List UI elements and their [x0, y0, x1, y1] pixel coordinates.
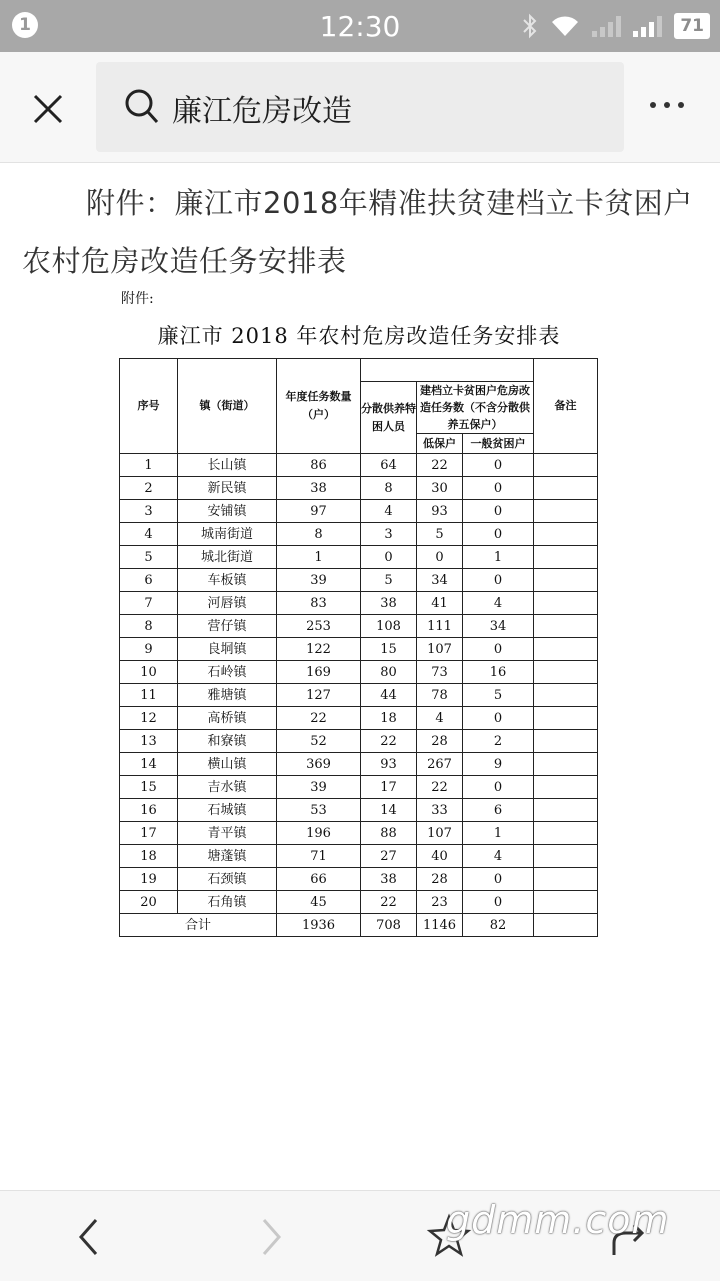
row-no: 16	[120, 799, 178, 822]
row-low-income: 22	[417, 454, 463, 477]
row-no: 12	[120, 707, 178, 730]
row-scattered: 64	[361, 454, 417, 477]
table-row	[120, 523, 598, 546]
total-label: 合计	[120, 914, 277, 937]
row-low-income: 33	[417, 799, 463, 822]
row-ordinary-poor: 5	[463, 684, 534, 707]
row-ordinary-poor: 1	[463, 822, 534, 845]
row-annual: 8	[277, 523, 361, 546]
row-town: 良垌镇	[178, 638, 277, 661]
row-no: 9	[120, 638, 178, 661]
header-ordinary-poor: 一般贫困户	[463, 434, 534, 454]
search-input[interactable]	[96, 62, 624, 152]
row-no: 18	[120, 845, 178, 868]
row-no: 8	[120, 615, 178, 638]
row-scattered: 14	[361, 799, 417, 822]
row-no: 10	[120, 661, 178, 684]
task-table	[119, 358, 598, 937]
row-scattered: 22	[361, 730, 417, 753]
row-scattered: 22	[361, 891, 417, 914]
row-scattered: 38	[361, 868, 417, 891]
row-ordinary-poor: 4	[463, 592, 534, 615]
header-no: 序号	[120, 359, 178, 454]
row-annual: 369	[277, 753, 361, 776]
row-town: 河唇镇	[178, 592, 277, 615]
header-scattered: 分散供养特困人员	[361, 382, 417, 454]
row-annual: 86	[277, 454, 361, 477]
row-no: 7	[120, 592, 178, 615]
row-town: 石岭镇	[178, 661, 277, 684]
row-low-income: 40	[417, 845, 463, 868]
table-row	[120, 684, 598, 707]
table-row	[120, 891, 598, 914]
article-heading: 附件：廉江市2018年精准扶贫建档立卡贫困户农村危房改造任务安排表	[22, 186, 693, 278]
total-remarks	[534, 914, 598, 937]
row-remarks	[534, 799, 598, 822]
row-annual: 253	[277, 615, 361, 638]
row-annual: 71	[277, 845, 361, 868]
search-icon	[124, 88, 160, 126]
row-low-income: 107	[417, 822, 463, 845]
row-town: 和寮镇	[178, 730, 277, 753]
row-ordinary-poor: 2	[463, 730, 534, 753]
row-remarks	[534, 707, 598, 730]
row-ordinary-poor: 9	[463, 753, 534, 776]
table-row	[120, 454, 598, 477]
row-annual: 38	[277, 477, 361, 500]
row-low-income: 41	[417, 592, 463, 615]
row-scattered: 108	[361, 615, 417, 638]
table-row	[120, 661, 598, 684]
total-row	[120, 914, 598, 937]
row-town: 青平镇	[178, 822, 277, 845]
row-annual: 66	[277, 868, 361, 891]
row-low-income: 28	[417, 868, 463, 891]
back-icon[interactable]	[76, 1217, 102, 1257]
row-scattered: 18	[361, 707, 417, 730]
battery-icon: 71	[674, 13, 710, 39]
row-ordinary-poor: 4	[463, 845, 534, 868]
row-remarks	[534, 454, 598, 477]
row-remarks	[534, 477, 598, 500]
total-scattered: 708	[361, 914, 417, 937]
signal-icon-2	[633, 15, 662, 37]
table-row	[120, 799, 598, 822]
row-no: 20	[120, 891, 178, 914]
row-remarks	[534, 615, 598, 638]
table-row	[120, 546, 598, 569]
row-scattered: 17	[361, 776, 417, 799]
table-row	[120, 615, 598, 638]
row-ordinary-poor: 0	[463, 868, 534, 891]
row-low-income: 107	[417, 638, 463, 661]
row-low-income: 93	[417, 500, 463, 523]
forward-icon	[258, 1217, 284, 1257]
header-annual: 年度任务数量（户）	[277, 359, 361, 454]
row-annual: 127	[277, 684, 361, 707]
row-town: 石颈镇	[178, 868, 277, 891]
annex-label: 附件:	[121, 291, 154, 307]
table-row	[120, 477, 598, 500]
row-remarks	[534, 500, 598, 523]
row-scattered: 5	[361, 569, 417, 592]
row-ordinary-poor: 6	[463, 799, 534, 822]
more-icon[interactable]	[650, 102, 684, 108]
row-remarks	[534, 891, 598, 914]
row-annual: 45	[277, 891, 361, 914]
row-no: 6	[120, 569, 178, 592]
row-scattered: 27	[361, 845, 417, 868]
row-annual: 196	[277, 822, 361, 845]
row-ordinary-poor: 0	[463, 891, 534, 914]
row-scattered: 88	[361, 822, 417, 845]
watermark: gdmm.com	[446, 1198, 670, 1242]
row-scattered: 80	[361, 661, 417, 684]
row-remarks	[534, 776, 598, 799]
row-remarks	[534, 523, 598, 546]
row-no: 1	[120, 454, 178, 477]
row-low-income: 23	[417, 891, 463, 914]
header-low-income: 低保户	[417, 434, 463, 454]
row-no: 15	[120, 776, 178, 799]
row-annual: 122	[277, 638, 361, 661]
table-row	[120, 753, 598, 776]
row-no: 14	[120, 753, 178, 776]
row-scattered: 4	[361, 500, 417, 523]
row-no: 17	[120, 822, 178, 845]
table-row	[120, 730, 598, 753]
row-low-income: 22	[417, 776, 463, 799]
row-town: 新民镇	[178, 477, 277, 500]
row-remarks	[534, 638, 598, 661]
row-remarks	[534, 661, 598, 684]
row-ordinary-poor: 0	[463, 776, 534, 799]
total-annual: 1936	[277, 914, 361, 937]
table-row	[120, 638, 598, 661]
search-text: 廉江危房改造	[172, 94, 352, 129]
row-town: 雅塘镇	[178, 684, 277, 707]
row-low-income: 78	[417, 684, 463, 707]
row-low-income: 5	[417, 523, 463, 546]
row-no: 4	[120, 523, 178, 546]
status-time: 12:30	[319, 10, 401, 43]
row-town: 塘蓬镇	[178, 845, 277, 868]
signal-icon-1	[592, 15, 621, 37]
row-low-income: 267	[417, 753, 463, 776]
row-scattered: 93	[361, 753, 417, 776]
status-bar	[0, 0, 720, 52]
row-remarks	[534, 845, 598, 868]
document-image	[119, 282, 599, 984]
row-ordinary-poor: 0	[463, 477, 534, 500]
row-scattered: 44	[361, 684, 417, 707]
row-low-income: 111	[417, 615, 463, 638]
row-town: 城北街道	[178, 546, 277, 569]
row-town: 车板镇	[178, 569, 277, 592]
row-scattered: 8	[361, 477, 417, 500]
row-ordinary-poor: 1	[463, 546, 534, 569]
table-row	[120, 500, 598, 523]
row-scattered: 38	[361, 592, 417, 615]
row-annual: 52	[277, 730, 361, 753]
row-ordinary-poor: 0	[463, 707, 534, 730]
row-ordinary-poor: 16	[463, 661, 534, 684]
row-town: 石城镇	[178, 799, 277, 822]
row-town: 石角镇	[178, 891, 277, 914]
row-remarks	[534, 592, 598, 615]
row-scattered: 15	[361, 638, 417, 661]
row-town: 横山镇	[178, 753, 277, 776]
row-no: 2	[120, 477, 178, 500]
row-annual: 39	[277, 569, 361, 592]
row-scattered: 3	[361, 523, 417, 546]
row-no: 13	[120, 730, 178, 753]
row-annual: 83	[277, 592, 361, 615]
row-remarks	[534, 730, 598, 753]
row-annual: 1	[277, 546, 361, 569]
header-poor-group: 建档立卡贫困户危房改造任务数（不含分散供养五保户）	[417, 382, 534, 434]
bluetooth-icon	[522, 13, 538, 39]
row-ordinary-poor: 34	[463, 615, 534, 638]
row-ordinary-poor: 0	[463, 500, 534, 523]
row-annual: 22	[277, 707, 361, 730]
close-icon[interactable]	[28, 89, 68, 129]
table-row	[120, 868, 598, 891]
row-no: 11	[120, 684, 178, 707]
row-low-income: 4	[417, 707, 463, 730]
row-ordinary-poor: 0	[463, 569, 534, 592]
row-remarks	[534, 569, 598, 592]
row-no: 3	[120, 500, 178, 523]
row-town: 城南街道	[178, 523, 277, 546]
row-remarks	[534, 684, 598, 707]
table-row	[120, 707, 598, 730]
row-low-income: 30	[417, 477, 463, 500]
table-row	[120, 822, 598, 845]
row-ordinary-poor: 0	[463, 638, 534, 661]
row-annual: 169	[277, 661, 361, 684]
row-ordinary-poor: 0	[463, 523, 534, 546]
row-low-income: 0	[417, 546, 463, 569]
table-row	[120, 592, 598, 615]
total-ordinary-poor: 82	[463, 914, 534, 937]
row-ordinary-poor: 0	[463, 454, 534, 477]
row-low-income: 28	[417, 730, 463, 753]
row-remarks	[534, 868, 598, 891]
status-icons	[522, 12, 710, 40]
header-remarks: 备注	[534, 359, 598, 454]
document-title: 廉江市 2018 年农村危房改造任务安排表	[157, 324, 561, 348]
row-town: 安铺镇	[178, 500, 277, 523]
row-low-income: 34	[417, 569, 463, 592]
total-low-income: 1146	[417, 914, 463, 937]
table-row	[120, 569, 598, 592]
table-row	[120, 845, 598, 868]
row-remarks	[534, 546, 598, 569]
table-row	[120, 776, 598, 799]
header-town: 镇（街道）	[178, 359, 277, 454]
row-town: 营仔镇	[178, 615, 277, 638]
row-annual: 97	[277, 500, 361, 523]
row-scattered: 0	[361, 546, 417, 569]
row-town: 长山镇	[178, 454, 277, 477]
row-remarks	[534, 822, 598, 845]
row-remarks	[534, 753, 598, 776]
notification-badge: 1	[12, 12, 38, 38]
wifi-icon	[550, 14, 580, 38]
app-bar	[0, 52, 720, 163]
row-no: 19	[120, 868, 178, 891]
header-blank	[361, 359, 534, 382]
row-low-income: 73	[417, 661, 463, 684]
row-no: 5	[120, 546, 178, 569]
row-town: 吉水镇	[178, 776, 277, 799]
row-annual: 39	[277, 776, 361, 799]
row-town: 高桥镇	[178, 707, 277, 730]
row-annual: 53	[277, 799, 361, 822]
